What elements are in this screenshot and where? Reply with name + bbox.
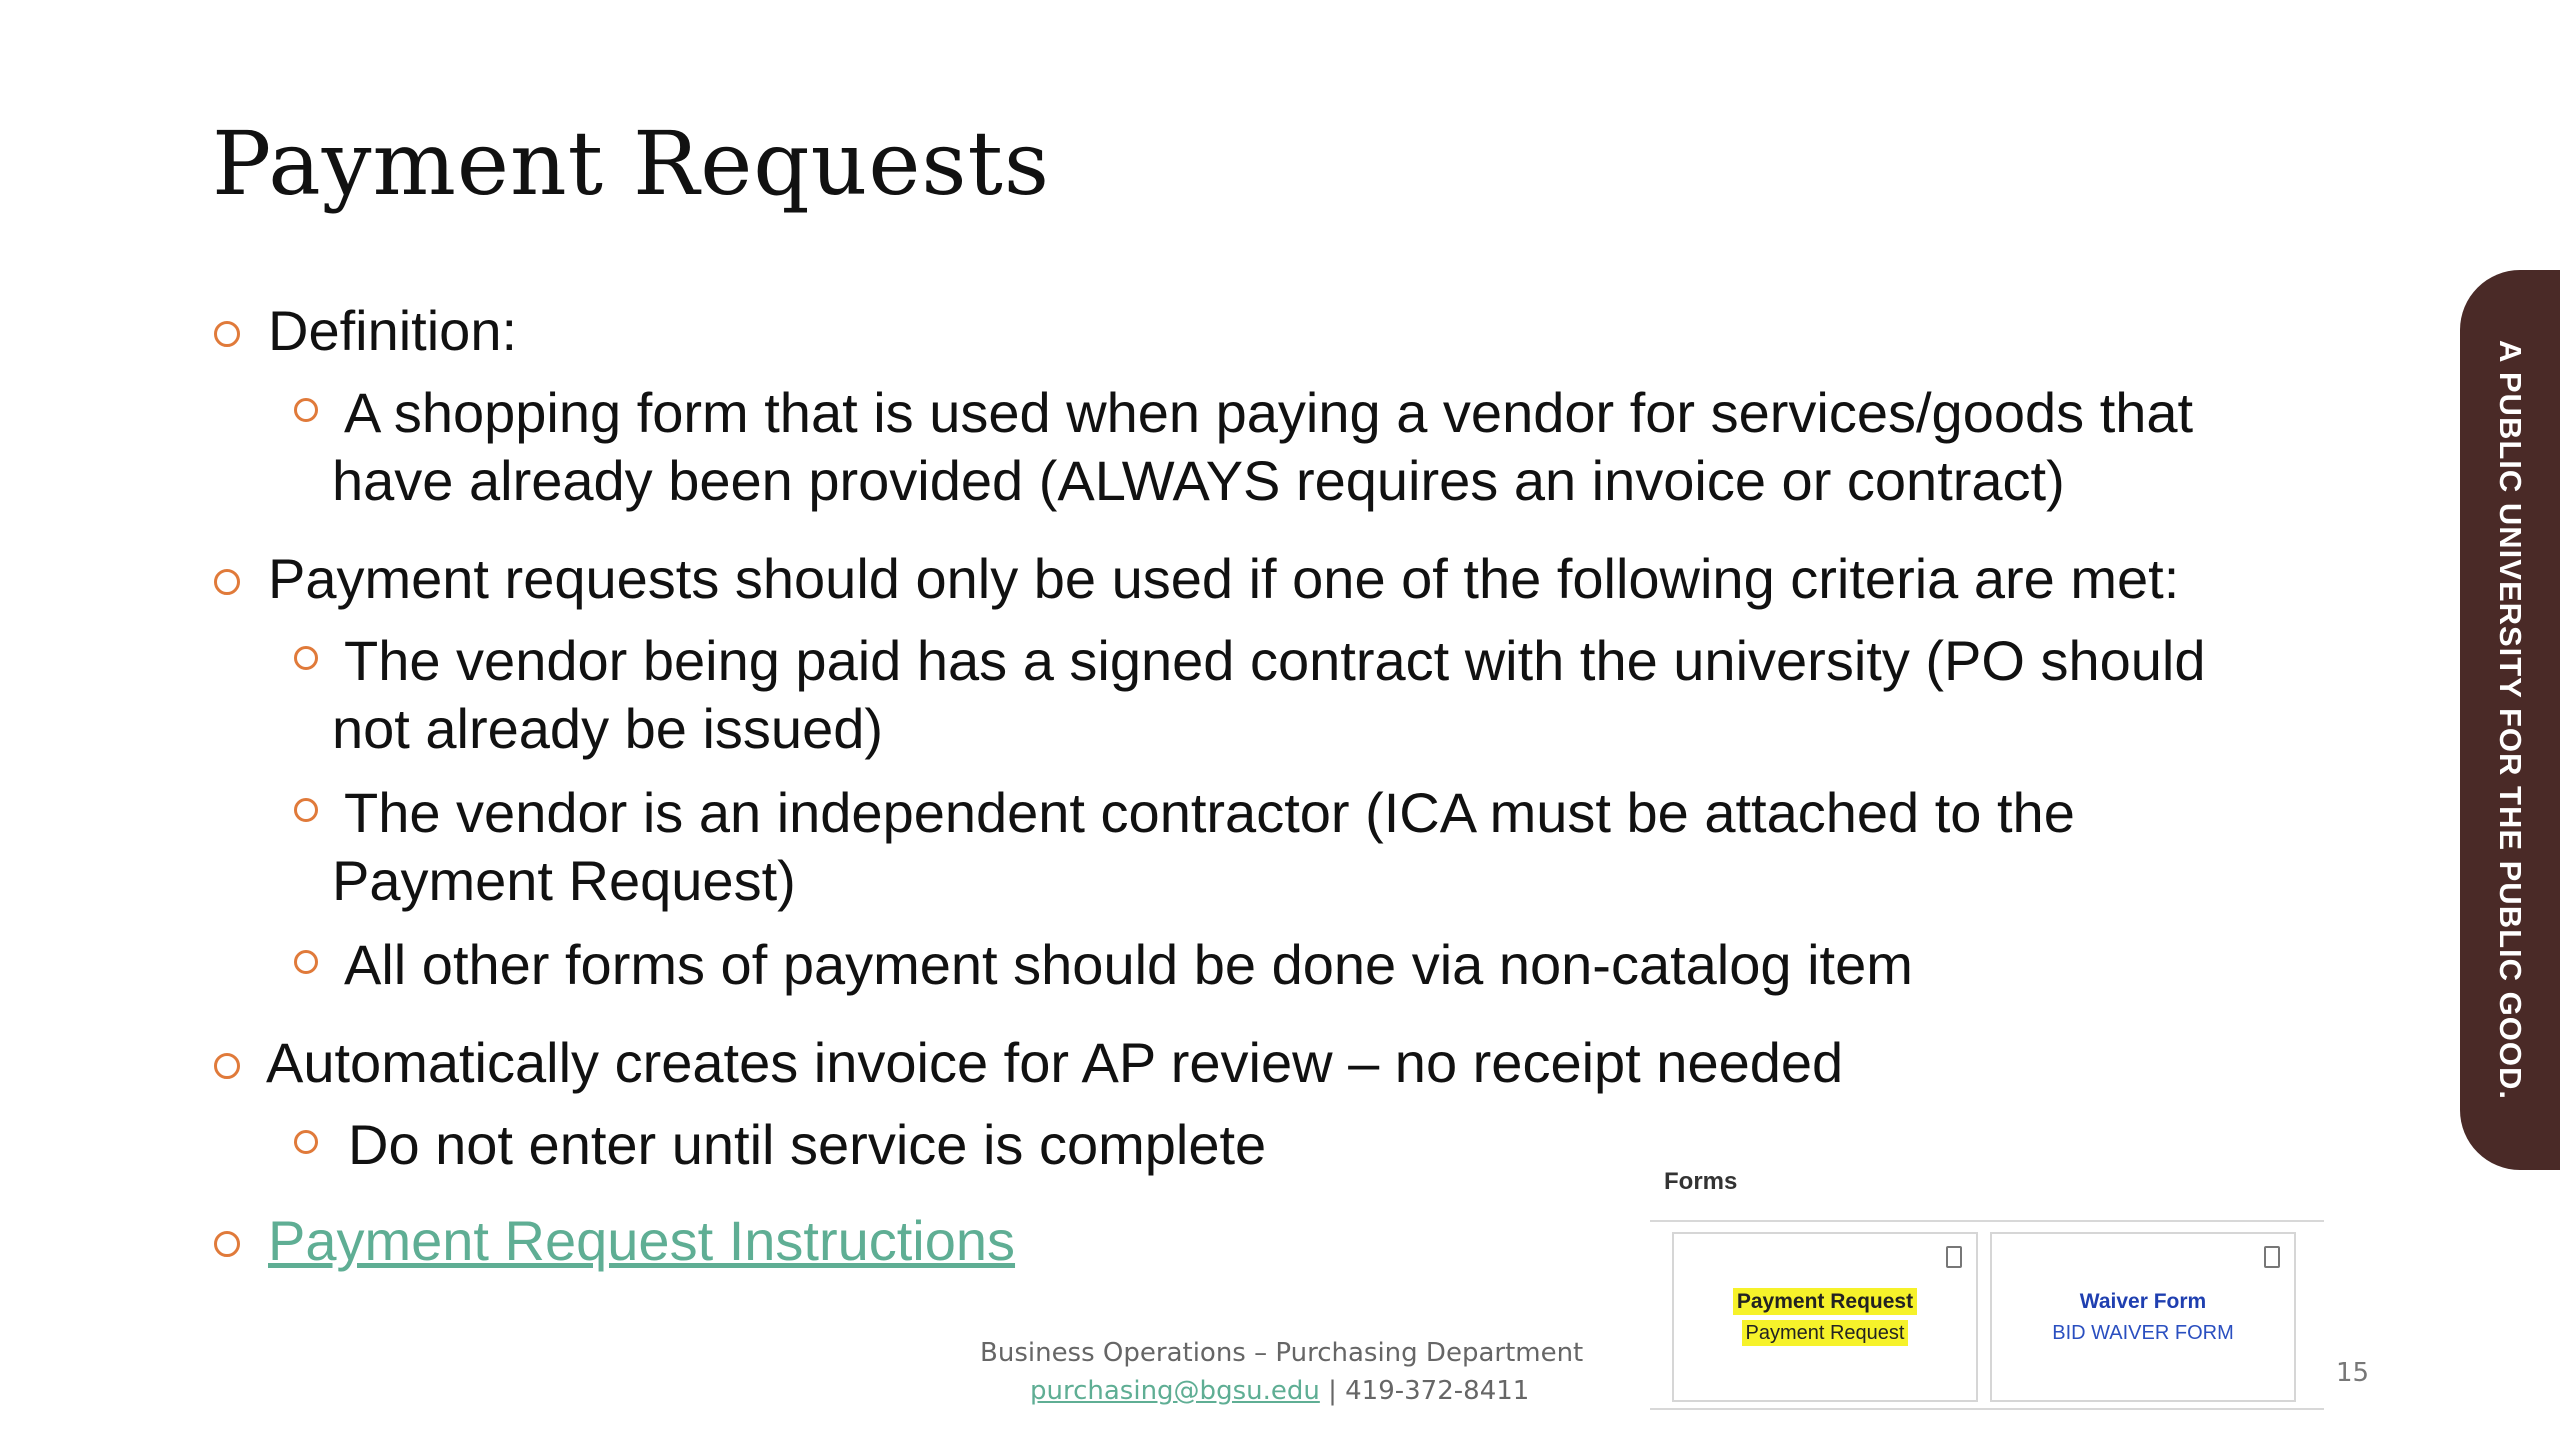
bullet-text: Payment requests should only be used if one of the following criteria are met:	[268, 547, 2180, 610]
sub-bullet-text: A shopping form that is used when paying a vendor for services/goods that	[344, 381, 2194, 444]
sub-bullet-text: Do not enter until service is complete	[348, 1113, 1267, 1176]
footer-contact	[1030, 1376, 1529, 1406]
footer-phone: | 419-372-8411	[1319, 1376, 1530, 1406]
sub-bullet-text: The vendor being paid has a signed contract with the university (PO should	[344, 629, 2206, 692]
forms-bottom-divider	[1650, 1408, 2324, 1410]
card-subtitle: BID WAIVER FORM	[2052, 1322, 2234, 1344]
card-title: Payment Request	[1674, 1290, 1976, 1314]
sub-bullet-text-continued: not already be issued)	[332, 697, 884, 760]
side-tab-text: A PUBLIC UNIVERSITY FOR THE PUBLIC GOOD.	[2493, 340, 2528, 1100]
card-title: Waiver Form	[2079, 1290, 2207, 1313]
bullet-text: Definition:	[268, 299, 518, 362]
sub-bullet-text-continued: Payment Request)	[332, 849, 796, 912]
document-icon	[1946, 1246, 1962, 1268]
bullet-text: Automatically creates invoice for AP review – no receipt needed	[266, 1031, 1844, 1094]
slide-title: Payment Requests	[212, 112, 1051, 215]
waiver-form-card[interactable]	[1990, 1232, 2296, 1402]
footer-email-link[interactable]: purchasing@bgsu.edu	[1030, 1376, 1320, 1406]
bullet-marker-icon	[214, 321, 240, 347]
forms-divider	[1650, 1220, 2324, 1222]
sub-bullet-marker-icon	[294, 646, 318, 670]
footer-department: Business Operations – Purchasing Department	[980, 1338, 1584, 1368]
sub-bullet-marker-icon	[294, 950, 318, 974]
sub-bullet-marker-icon	[294, 1130, 318, 1154]
side-tab	[2460, 270, 2560, 1170]
bullet-marker-icon	[214, 569, 240, 595]
document-icon	[2264, 1246, 2280, 1268]
bullet-marker-icon	[214, 1231, 240, 1257]
sub-bullet-text: All other forms of payment should be done via non-catalog item	[344, 933, 1913, 996]
forms-label: Forms	[1664, 1168, 1738, 1195]
sub-bullet-marker-icon	[294, 798, 318, 822]
sub-bullet-text-continued: have already been provided (ALWAYS requires an invoice or contract)	[332, 449, 2065, 512]
payment-request-instructions-link[interactable]: Payment Request Instructions	[268, 1209, 1016, 1272]
payment-request-form-card[interactable]	[1672, 1232, 1978, 1402]
page-number: 15	[2336, 1358, 2370, 1388]
bullet-marker-icon	[214, 1053, 240, 1079]
sub-bullet-marker-icon	[294, 398, 318, 422]
sub-bullet-text: The vendor is an independent contractor (ICA must be attached to the	[344, 781, 2075, 844]
card-subtitle: Payment Request	[1674, 1322, 1976, 1345]
